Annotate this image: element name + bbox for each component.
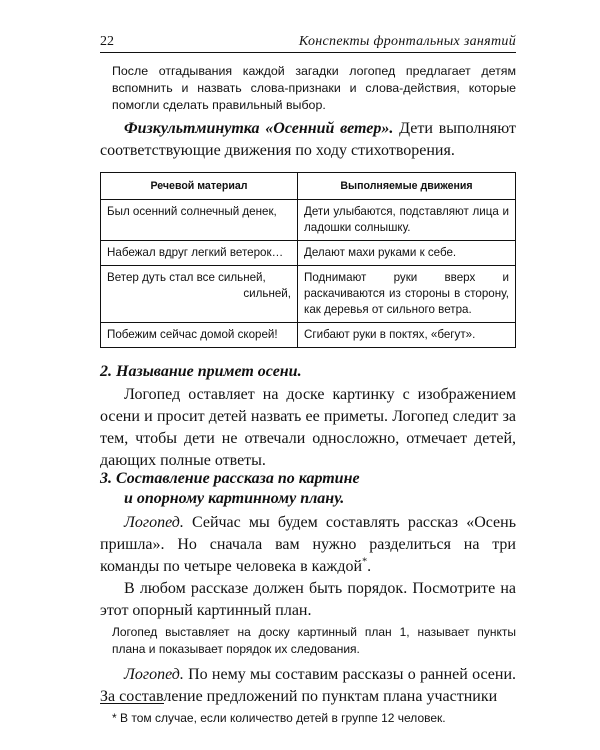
header-rule — [100, 52, 516, 53]
speech-cell — [101, 241, 298, 266]
footnote: * В том случае, если количество детей в группе 12 человек. — [112, 711, 446, 725]
section3-paragraph1 — [100, 512, 516, 578]
section3-heading-line1: 3. Составление рассказа по картине — [100, 470, 360, 487]
moves-cell: Делают махи руками к себе. — [298, 241, 516, 266]
section2-heading: 2. Называние примет осени. — [100, 363, 302, 380]
section3-paragraph2: В любом рассказе должен быть порядок. Посмотрите на этот опорный картинный план. — [100, 580, 516, 619]
table-header-row — [101, 173, 516, 200]
column-header-speech: Речевой материал — [101, 173, 298, 200]
speaker-label: Логопед. — [124, 514, 184, 531]
column-header-moves: Выполняемые движения — [298, 173, 516, 200]
speaker-label: Логопед. — [124, 666, 184, 683]
fizminutka-title: Физкультминутка «Осенний ветер». — [124, 120, 394, 137]
moves-cell: Дети улыбаются, подставляют лица и ладошки солнышку. — [298, 200, 516, 241]
table-row — [101, 266, 516, 323]
footnote-mark: * — [362, 556, 368, 568]
speech-text: Побежим сейчас домой скорей! — [107, 328, 278, 341]
section3-heading-line2: и опорному картинному плану. — [124, 490, 345, 507]
running-title: Конспекты фронтальных занятий — [298, 34, 516, 49]
footnote-rule — [100, 703, 164, 704]
speech-text-continued: сильней, — [243, 287, 291, 300]
fizminutka-text: Дети выполняют соответствующие движения по ходу стихотворения. — [100, 120, 516, 159]
section3-note: Логопед выставляет на доску картинный план 1, называет пункты плана и показывает порядок их следования. — [112, 625, 516, 656]
running-header — [100, 30, 516, 52]
moves-cell: Поднимают руки вверх и раскачиваются из стороны в сторону, как деревья от сильного ветра. — [298, 266, 516, 323]
speech-text: Был осенний солнечный денек, — [107, 205, 277, 218]
table-row — [101, 241, 516, 266]
speech-cell — [101, 266, 298, 323]
paragraph-end: . — [367, 558, 372, 575]
speech-text: Ветер дуть стал все сильней, — [107, 271, 266, 284]
section3-paragraph3 — [100, 664, 516, 708]
exercise-table — [100, 172, 516, 348]
paragraph-text: По нему мы составим рассказы о ранней осени. За составление предложений по пунктам плана участники — [100, 666, 516, 705]
page-number: 22 — [100, 34, 114, 49]
table-row — [101, 200, 516, 241]
section2-text: Логопед оставляет на доске картинку с изображением осени и просит детей назвать ее приметы. Логопед следит за тем, чтобы дети не отвечали односложно, отмечает детей, дающих полные ответы. — [100, 386, 516, 469]
fizminutka-paragraph — [100, 118, 516, 162]
intro-note: После отгадывания каждой загадки логопед предлагает детям вспомнить и назвать слова-признаки и слова-действия, которые помогли сделать правильный выбор. — [112, 64, 516, 112]
speech-text: Набежал вдруг легкий ветерок… — [107, 246, 284, 259]
table-row — [101, 323, 516, 348]
moves-cell: Сгибают руки в поктях, «бегут». — [298, 323, 516, 348]
speech-cell — [101, 323, 298, 348]
speech-cell — [101, 200, 298, 241]
paragraph-text: Сейчас мы будем составлять рассказ «Осень пришла». Но сначала вам нужно разделиться на три команды по четыре человека в каждой — [100, 514, 516, 575]
